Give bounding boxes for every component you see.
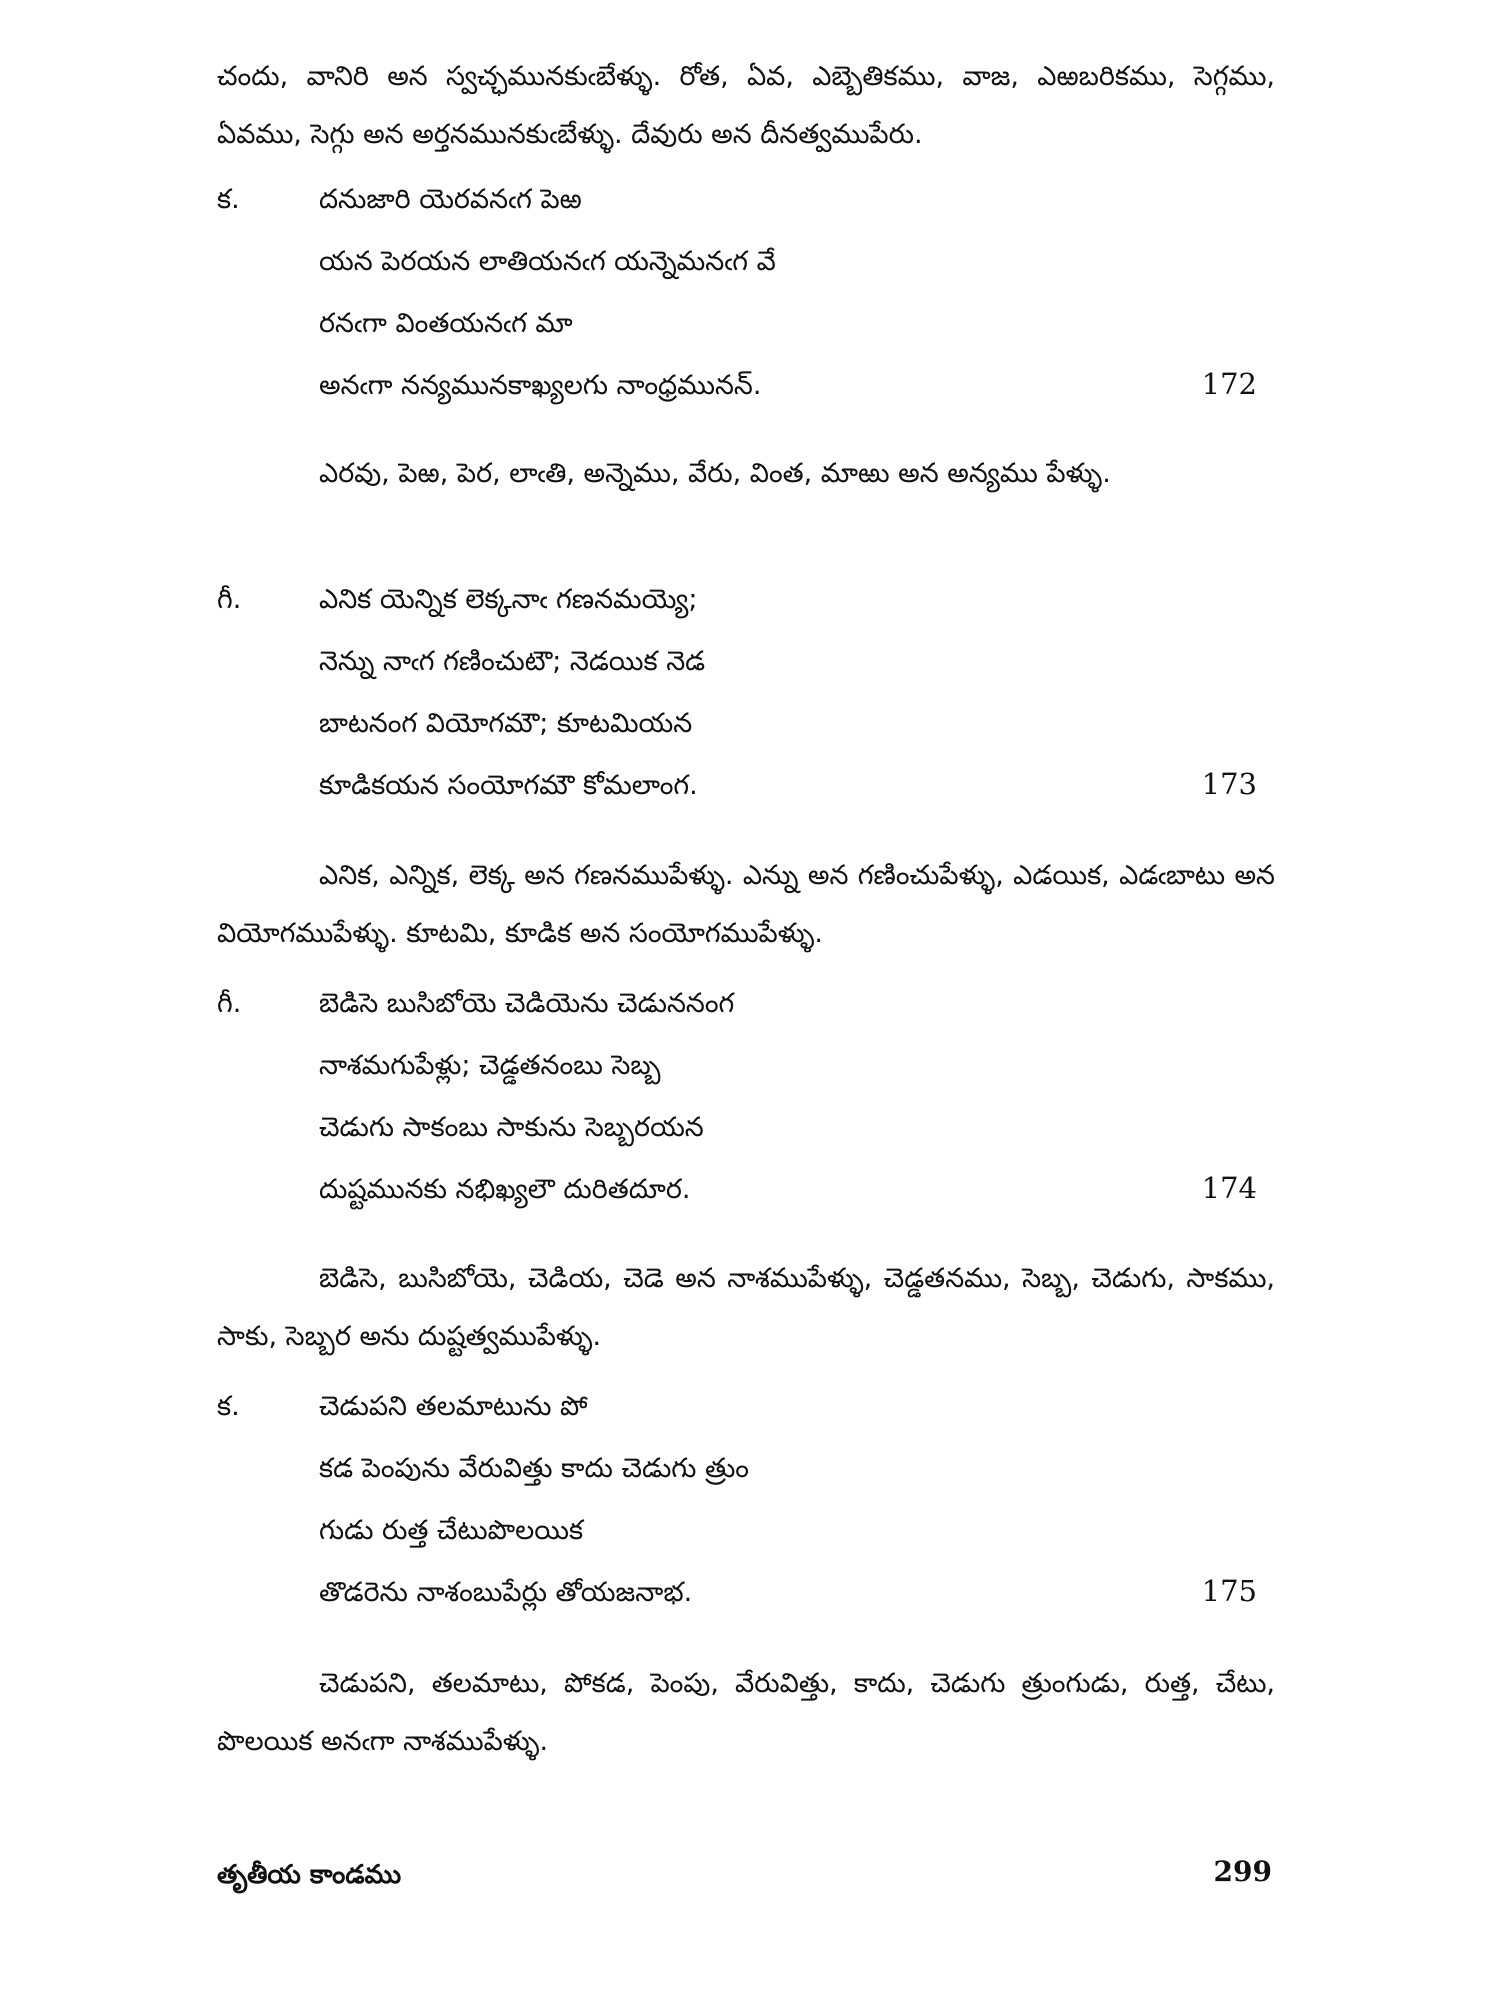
verse-line: బెడిసె బుసిబోయె చెడియెను చెడుననంగ	[319, 988, 735, 1019]
verse-line: రనఁగా వింతయనఁగ మా	[319, 308, 573, 339]
verse-marker: గీ.	[217, 584, 242, 615]
verse-line: కూడికయన సంయోగమౌ కోమలాంగ.	[319, 770, 698, 801]
verse-line: బాటనంగ వియోగమౌ; కూటమియన	[319, 708, 693, 739]
verse-number: 175	[1201, 1574, 1257, 1608]
verse-line: నెన్ను నాఁగ గణించుటౌ; నెడయిక నెడ	[319, 646, 706, 677]
verse-explanation: చెడుపని, తలమాటు, పోకడ, పెంపు, వేరువిత్తు, కాదు, చెడుగు త్రుంగుడు, రుత్త, చేటు, పొలయిక అనఁగా నాశముపేళ్ళు.	[217, 1668, 1275, 1757]
verse-line: అనఁగా నన్యమునకాఖ్యలగు నాంధ్రమునన్.	[319, 370, 762, 401]
verse-marker: క.	[217, 1391, 240, 1422]
verse-explanation: బెడిసె, బుసిబోయె, చెడియ, చెడె అన నాశముపేళ్ళు, చెడ్డతనము, సెబ్బ, చెడుగు, సాకము, సాకు, సెబ్బర అను దుష్టత్వముపేళ్ళు.	[217, 1263, 1275, 1352]
verse-line: గుడు రుత్త చేటుపొలయిక	[319, 1515, 584, 1546]
verse-line: దుష్టమునకు నభిఖ్యలౌ దురితదూర.	[319, 1174, 691, 1205]
verse-line: యన పెరయన లాతియనఁగ యన్నెమనఁగ వే	[319, 246, 776, 277]
verse-line: ఎనిక యెన్నిక లెక్కనాఁ గణనమయ్యె;	[319, 584, 698, 615]
verse-marker: గీ.	[217, 988, 242, 1019]
verse-number: 172	[1201, 367, 1257, 401]
verse-explanation: ఎనిక, ఎన్నిక, లెక్క అన గణనముపేళ్ళు. ఎన్ను అన గణించుపేళ్ళు, ఎడయిక, ఎడఁబాటు అన వియోగముపేళ్ళు. కూటమి, కూడిక అన సంయోగముపేళ్ళు.	[217, 860, 1275, 949]
verse-line: చెడుపని తలమాటును పో	[319, 1391, 588, 1422]
verse-marker: క.	[217, 184, 240, 215]
verse-line: చెడుగు సాకంబు సాకును సెబ్బరయన	[319, 1112, 704, 1143]
page-number: 299	[1213, 1855, 1272, 1888]
verse-number: 173	[1201, 767, 1257, 801]
footer-section-title: తృతీయ కాండము	[217, 1860, 402, 1890]
verse-number: 174	[1201, 1171, 1257, 1205]
verse-line: దనుజారి యెరవనఁగ పెఱ	[319, 184, 582, 215]
verse-line: తొడరెను నాశంబుపేర్లు తోయజనాభ.	[319, 1577, 693, 1608]
verse-line: కడ పెంపును వేరువిత్తు కాదు చెడుగు త్రుం	[319, 1453, 749, 1484]
opening-prose: చందు, వానిరి అన స్వచ్ఛమునకుఁబేళ్ళు. రోత, ఏవ, ఎబ్బెతికము, వాజ, ఎఱబరికము, సెగ్గము, ఏవము, సెగ్గు అన అర్తనమునకుఁబేళ్ళు. దేవురు అన దీనత్వముపేరు.	[217, 61, 1275, 150]
verse-explanation: ఎరవు, పెఱ, పెర, లాఁతి, అన్నెము, వేరు, వింత, మాఱు అన అన్యము పేళ్ళు.	[319, 458, 1111, 489]
verse-line: నాశమగుపేళ్లు; చెడ్డతనంబు సెబ్బ	[319, 1050, 661, 1081]
